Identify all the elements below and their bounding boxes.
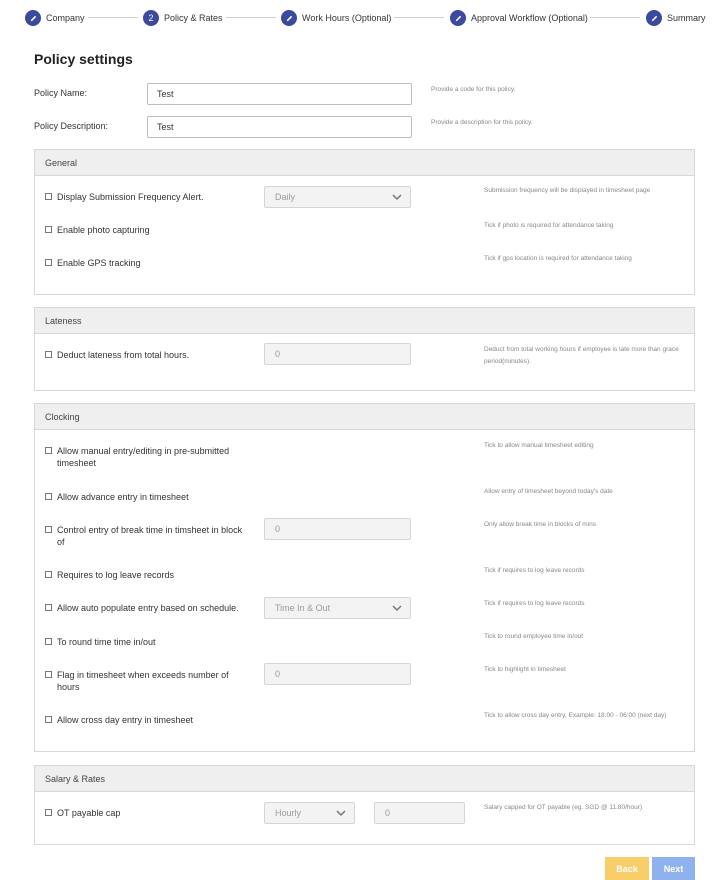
submission-frequency-checkbox[interactable]: [45, 193, 52, 200]
pencil-icon: [450, 10, 466, 26]
row-hint: Deduct from total working hours if employee is late more than grace period(minutes).: [484, 346, 679, 365]
step-label: Company: [46, 13, 85, 23]
pencil-icon: [25, 10, 41, 26]
step-label: Policy & Rates: [164, 13, 223, 23]
row-label: Enable GPS tracking: [57, 258, 141, 268]
manual-entry-checkbox[interactable]: [45, 447, 52, 454]
policy-description-hint: Provide a description for this policy.: [431, 119, 533, 126]
cross-day-checkbox[interactable]: [45, 716, 52, 723]
stepper-connector: [88, 17, 138, 18]
stepper-connector: [590, 17, 640, 18]
step-work-hours[interactable]: [281, 9, 391, 27]
step-number: 2: [143, 10, 159, 26]
row-hint: Tick to round employee time in/out: [484, 633, 584, 640]
page-title: Policy settings: [34, 51, 133, 67]
cross-day-row: [45, 714, 247, 726]
general-section: [34, 149, 695, 295]
ot-payable-cap-checkbox[interactable]: [45, 809, 52, 816]
ot-cap-amount-input[interactable]: 0: [374, 802, 465, 824]
row-label: OT payable cap: [57, 808, 121, 818]
row-hint: Tick if photo is required for attendance taking: [484, 222, 614, 229]
lateness-minutes-input[interactable]: 0: [264, 343, 411, 365]
submission-frequency-row: [45, 191, 247, 203]
section-title: Lateness: [35, 308, 694, 334]
auto-populate-row: [45, 602, 247, 614]
ot-rate-type-select[interactable]: [264, 802, 355, 824]
submission-frequency-select[interactable]: [264, 186, 411, 208]
next-button[interactable]: Next: [652, 857, 695, 880]
deduct-lateness-checkbox[interactable]: [45, 351, 52, 358]
break-time-block-checkbox[interactable]: [45, 526, 52, 533]
row-hint: Tick if requires to log leave records: [484, 567, 585, 574]
policy-name-input[interactable]: [147, 83, 412, 105]
step-policy-rates[interactable]: [143, 9, 223, 27]
manual-entry-row: [45, 445, 247, 469]
flag-hours-checkbox[interactable]: [45, 671, 52, 678]
step-label: Approval Workflow (Optional): [471, 13, 588, 23]
clocking-section: [34, 403, 695, 752]
flag-hours-row: [45, 669, 247, 693]
pencil-icon: [646, 10, 662, 26]
auto-populate-checkbox[interactable]: [45, 604, 52, 611]
row-label: Control entry of break time in timsheet in block of: [57, 525, 243, 547]
log-leave-checkbox[interactable]: [45, 571, 52, 578]
deduct-lateness-row: [45, 349, 247, 361]
policy-name-label: Policy Name:: [34, 88, 88, 98]
ot-payable-cap-row: [45, 807, 247, 819]
row-hint: Salary capped for OT payable (eg. SGD @ 11.80/hour): [484, 804, 643, 811]
step-approval-workflow[interactable]: [450, 9, 588, 27]
row-label: Allow manual entry/editing in pre-submitted timesheet: [57, 446, 230, 468]
section-title: Salary & Rates: [35, 766, 694, 792]
auto-populate-select[interactable]: [264, 597, 411, 619]
chevron-down-icon: [392, 604, 402, 612]
log-leave-row: [45, 569, 247, 581]
row-label: Requires to log leave records: [57, 570, 175, 580]
step-summary[interactable]: [646, 9, 706, 27]
photo-capturing-row: [45, 224, 247, 236]
row-hint: Allow entry of timesheet beyond today's date: [484, 488, 613, 495]
policy-name-hint: Provide a code for this policy.: [431, 86, 516, 93]
step-company[interactable]: [25, 9, 85, 27]
row-label: Flag in timesheet when exceeds number of hours: [57, 670, 229, 692]
advance-entry-checkbox[interactable]: [45, 493, 52, 500]
select-value: Daily: [275, 192, 296, 202]
step-label: Work Hours (Optional): [302, 13, 392, 23]
row-label: Allow cross day entry in timesheet: [57, 715, 194, 725]
policy-description-input[interactable]: [147, 116, 412, 138]
break-time-block-row: [45, 524, 247, 548]
row-label: Allow auto populate entry based on schedule.: [57, 603, 239, 613]
gps-tracking-checkbox[interactable]: [45, 259, 52, 266]
step-label: Summary: [667, 13, 706, 23]
pencil-icon: [281, 10, 297, 26]
row-hint: Tick to allow cross day entry, Example: 18:00 - 06:00 (next day): [484, 712, 667, 719]
stepper-connector: [394, 17, 444, 18]
row-hint: Tick if gps location is required for attendance taking: [484, 255, 632, 262]
round-time-checkbox[interactable]: [45, 638, 52, 645]
policy-description-label: Policy Description:: [34, 121, 109, 131]
advance-entry-row: [45, 491, 247, 503]
row-label: Enable photo capturing: [57, 225, 150, 235]
round-time-row: [45, 636, 247, 648]
gps-tracking-row: [45, 257, 247, 269]
row-hint: Only allow break time in blocks of mins: [484, 521, 596, 528]
row-hint: Tick to allow manual timesheet editing: [484, 442, 594, 449]
select-value: Time In & Out: [275, 603, 331, 613]
section-title: Clocking: [35, 404, 694, 430]
select-value: Hourly: [275, 808, 302, 818]
chevron-down-icon: [336, 809, 346, 817]
row-label: Display Submission Frequency Alert.: [57, 192, 204, 202]
wizard-stepper: [0, 0, 712, 36]
lateness-section: [34, 307, 695, 391]
row-hint: Submission frequency will be displayed in timesheet page: [484, 187, 651, 194]
section-title: General: [35, 150, 694, 176]
row-hint: Tick to highlight in timesheet: [484, 666, 566, 673]
chevron-down-icon: [392, 193, 402, 201]
row-hint: Tick if requires to log leave records: [484, 600, 585, 607]
salary-rates-section: [34, 765, 695, 845]
row-label: To round time time in/out: [57, 637, 156, 647]
break-block-input[interactable]: 0: [264, 518, 411, 540]
row-label: Deduct lateness from total hours.: [57, 350, 190, 360]
back-button[interactable]: Back: [605, 857, 649, 880]
stepper-connector: [226, 17, 276, 18]
row-label: Allow advance entry in timesheet: [57, 492, 189, 502]
photo-capturing-checkbox[interactable]: [45, 226, 52, 233]
flag-hours-input[interactable]: 0: [264, 663, 411, 685]
